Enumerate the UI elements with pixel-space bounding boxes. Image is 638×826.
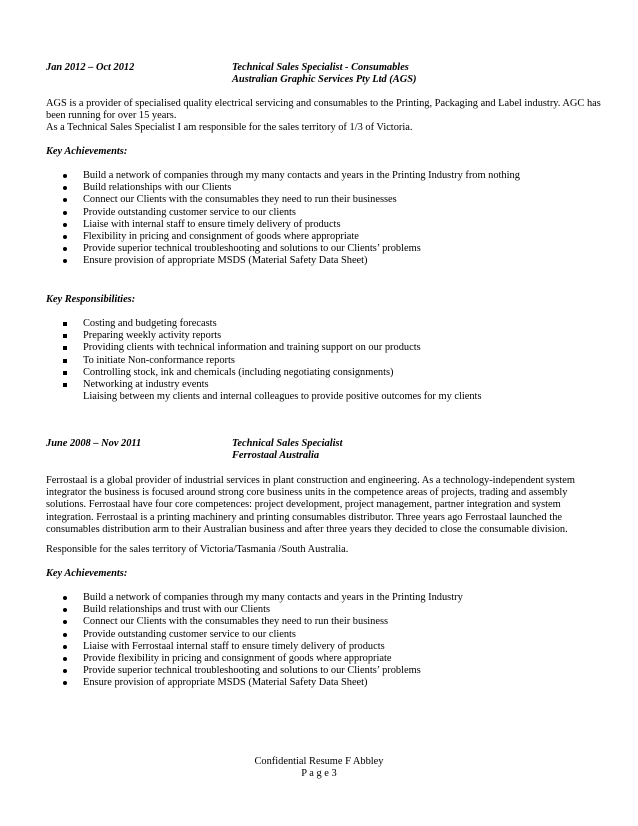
- square-bullet-icon: [63, 334, 67, 338]
- bullet-icon: [63, 259, 67, 263]
- list-item: Connect our Clients with the consumables they need to run their business: [46, 616, 586, 628]
- bullet-icon: [63, 669, 67, 673]
- job2-intro: Ferrostaal is a global provider of industrial services in plant construction and engineering. As a technology-independent system integrator the business is focused around strong core business units in the competence areas of projects, trading and assembly solutions. Ferrostaal have four core competences: project development, project management, partner integration and system integration. Ferrostaal is a printing machinery and printing consumables distributor. Three years ago Ferrostaal launched the consumables distribution arm to their Australian business and after three years they decided to close the consumable division.: [46, 475, 575, 535]
- job1-dates: Jan 2012 – Oct 2012: [46, 62, 135, 73]
- bullet-icon: [63, 645, 67, 649]
- bullet-icon: [63, 235, 67, 239]
- job2-company: Ferrostaal Australia: [232, 450, 320, 461]
- list-item: Build relationships and trust with our Clients: [46, 604, 586, 616]
- bullet-icon: [63, 608, 67, 612]
- list-item: Connect our Clients with the consumables they need to run their businesses: [46, 194, 586, 206]
- job2-territory: Responsible for the sales territory of Victoria/Tasmania /South Australia.: [46, 544, 349, 555]
- list-item: Provide outstanding customer service to our clients: [46, 629, 586, 641]
- bullet-icon: [63, 657, 67, 661]
- job1-achievements-heading: Key Achievements:: [46, 146, 128, 157]
- bullet-icon: [63, 681, 67, 685]
- list-item: Preparing weekly activity reports: [46, 330, 586, 342]
- job1-intro-2: As a Technical Sales Specialist I am responsible for the sales territory of 1/3 of Victoria.: [46, 122, 413, 133]
- list-item: Provide flexibility in pricing and consignment of goods where appropriate: [46, 653, 586, 665]
- job1-company: Australian Graphic Services Pty Ltd (AGS): [232, 74, 417, 85]
- bullet-icon: [63, 223, 67, 227]
- bullet-icon: [63, 633, 67, 637]
- list-item: Ensure provision of appropriate MSDS (Material Safety Data Sheet): [46, 255, 586, 267]
- job1-responsibilities-list: [46, 318, 586, 391]
- square-bullet-icon: [63, 383, 67, 387]
- job1-responsibilities-extra: Liaising between my clients and internal colleagues to provide positive outcomes for my clients: [83, 391, 482, 402]
- page-footer: [0, 756, 638, 780]
- square-bullet-icon: [63, 346, 67, 350]
- list-item: Ensure provision of appropriate MSDS (Material Safety Data Sheet): [46, 677, 586, 689]
- job2-title: Technical Sales Specialist: [232, 438, 343, 449]
- job2-achievements-heading: Key Achievements:: [46, 568, 128, 579]
- job1-responsibilities-heading: Key Responsibilities:: [46, 294, 136, 305]
- list-item: Provide superior technical troubleshooting and solutions to our Clients’ problems: [46, 665, 586, 677]
- footer-confidential: Confidential Resume F Abbley: [254, 756, 384, 767]
- list-item: Build relationships with our Clients: [46, 182, 586, 194]
- bullet-icon: [63, 211, 67, 215]
- job1-title: Technical Sales Specialist - Consumables: [232, 62, 409, 73]
- list-item: Provide outstanding customer service to our clients: [46, 207, 586, 219]
- bullet-icon: [63, 198, 67, 202]
- square-bullet-icon: [63, 371, 67, 375]
- square-bullet-icon: [63, 322, 67, 326]
- list-item: To initiate Non-conformance reports: [46, 355, 586, 367]
- list-item: Liaise with internal staff to ensure timely delivery of products: [46, 219, 586, 231]
- list-item: Build a network of companies through my many contacts and years in the Printing Industry: [46, 592, 586, 604]
- job1-intro-1: AGS is a provider of specialised quality electrical servicing and consumables to the Printing, Packaging and Label industry. AGC has been running for over 15 years.: [46, 98, 601, 122]
- list-item: Costing and budgeting forecasts: [46, 318, 586, 330]
- list-item: Providing clients with technical information and training support on our products: [46, 342, 586, 354]
- bullet-icon: [63, 247, 67, 251]
- bullet-icon: [63, 596, 67, 600]
- list-item: Networking at industry events: [46, 379, 586, 391]
- list-item: Build a network of companies through my many contacts and years in the Printing Industry from nothing: [46, 170, 586, 182]
- list-item: Flexibility in pricing and consignment of goods where appropriate: [46, 231, 586, 243]
- bullet-icon: [63, 620, 67, 624]
- job2-dates: June 2008 – Nov 2011: [46, 438, 142, 449]
- bullet-icon: [63, 186, 67, 190]
- bullet-icon: [63, 174, 67, 178]
- job2-achievements-list: [46, 592, 586, 690]
- job1-achievements-list: [46, 170, 586, 268]
- list-item: Liaise with Ferrostaal internal staff to ensure timely delivery of products: [46, 641, 586, 653]
- footer-page-number: P a g e 3: [301, 768, 337, 780]
- square-bullet-icon: [63, 359, 67, 363]
- list-item: Provide superior technical troubleshooting and solutions to our Clients’ problems: [46, 243, 586, 255]
- list-item: Controlling stock, ink and chemicals (including negotiating consignments): [46, 367, 586, 379]
